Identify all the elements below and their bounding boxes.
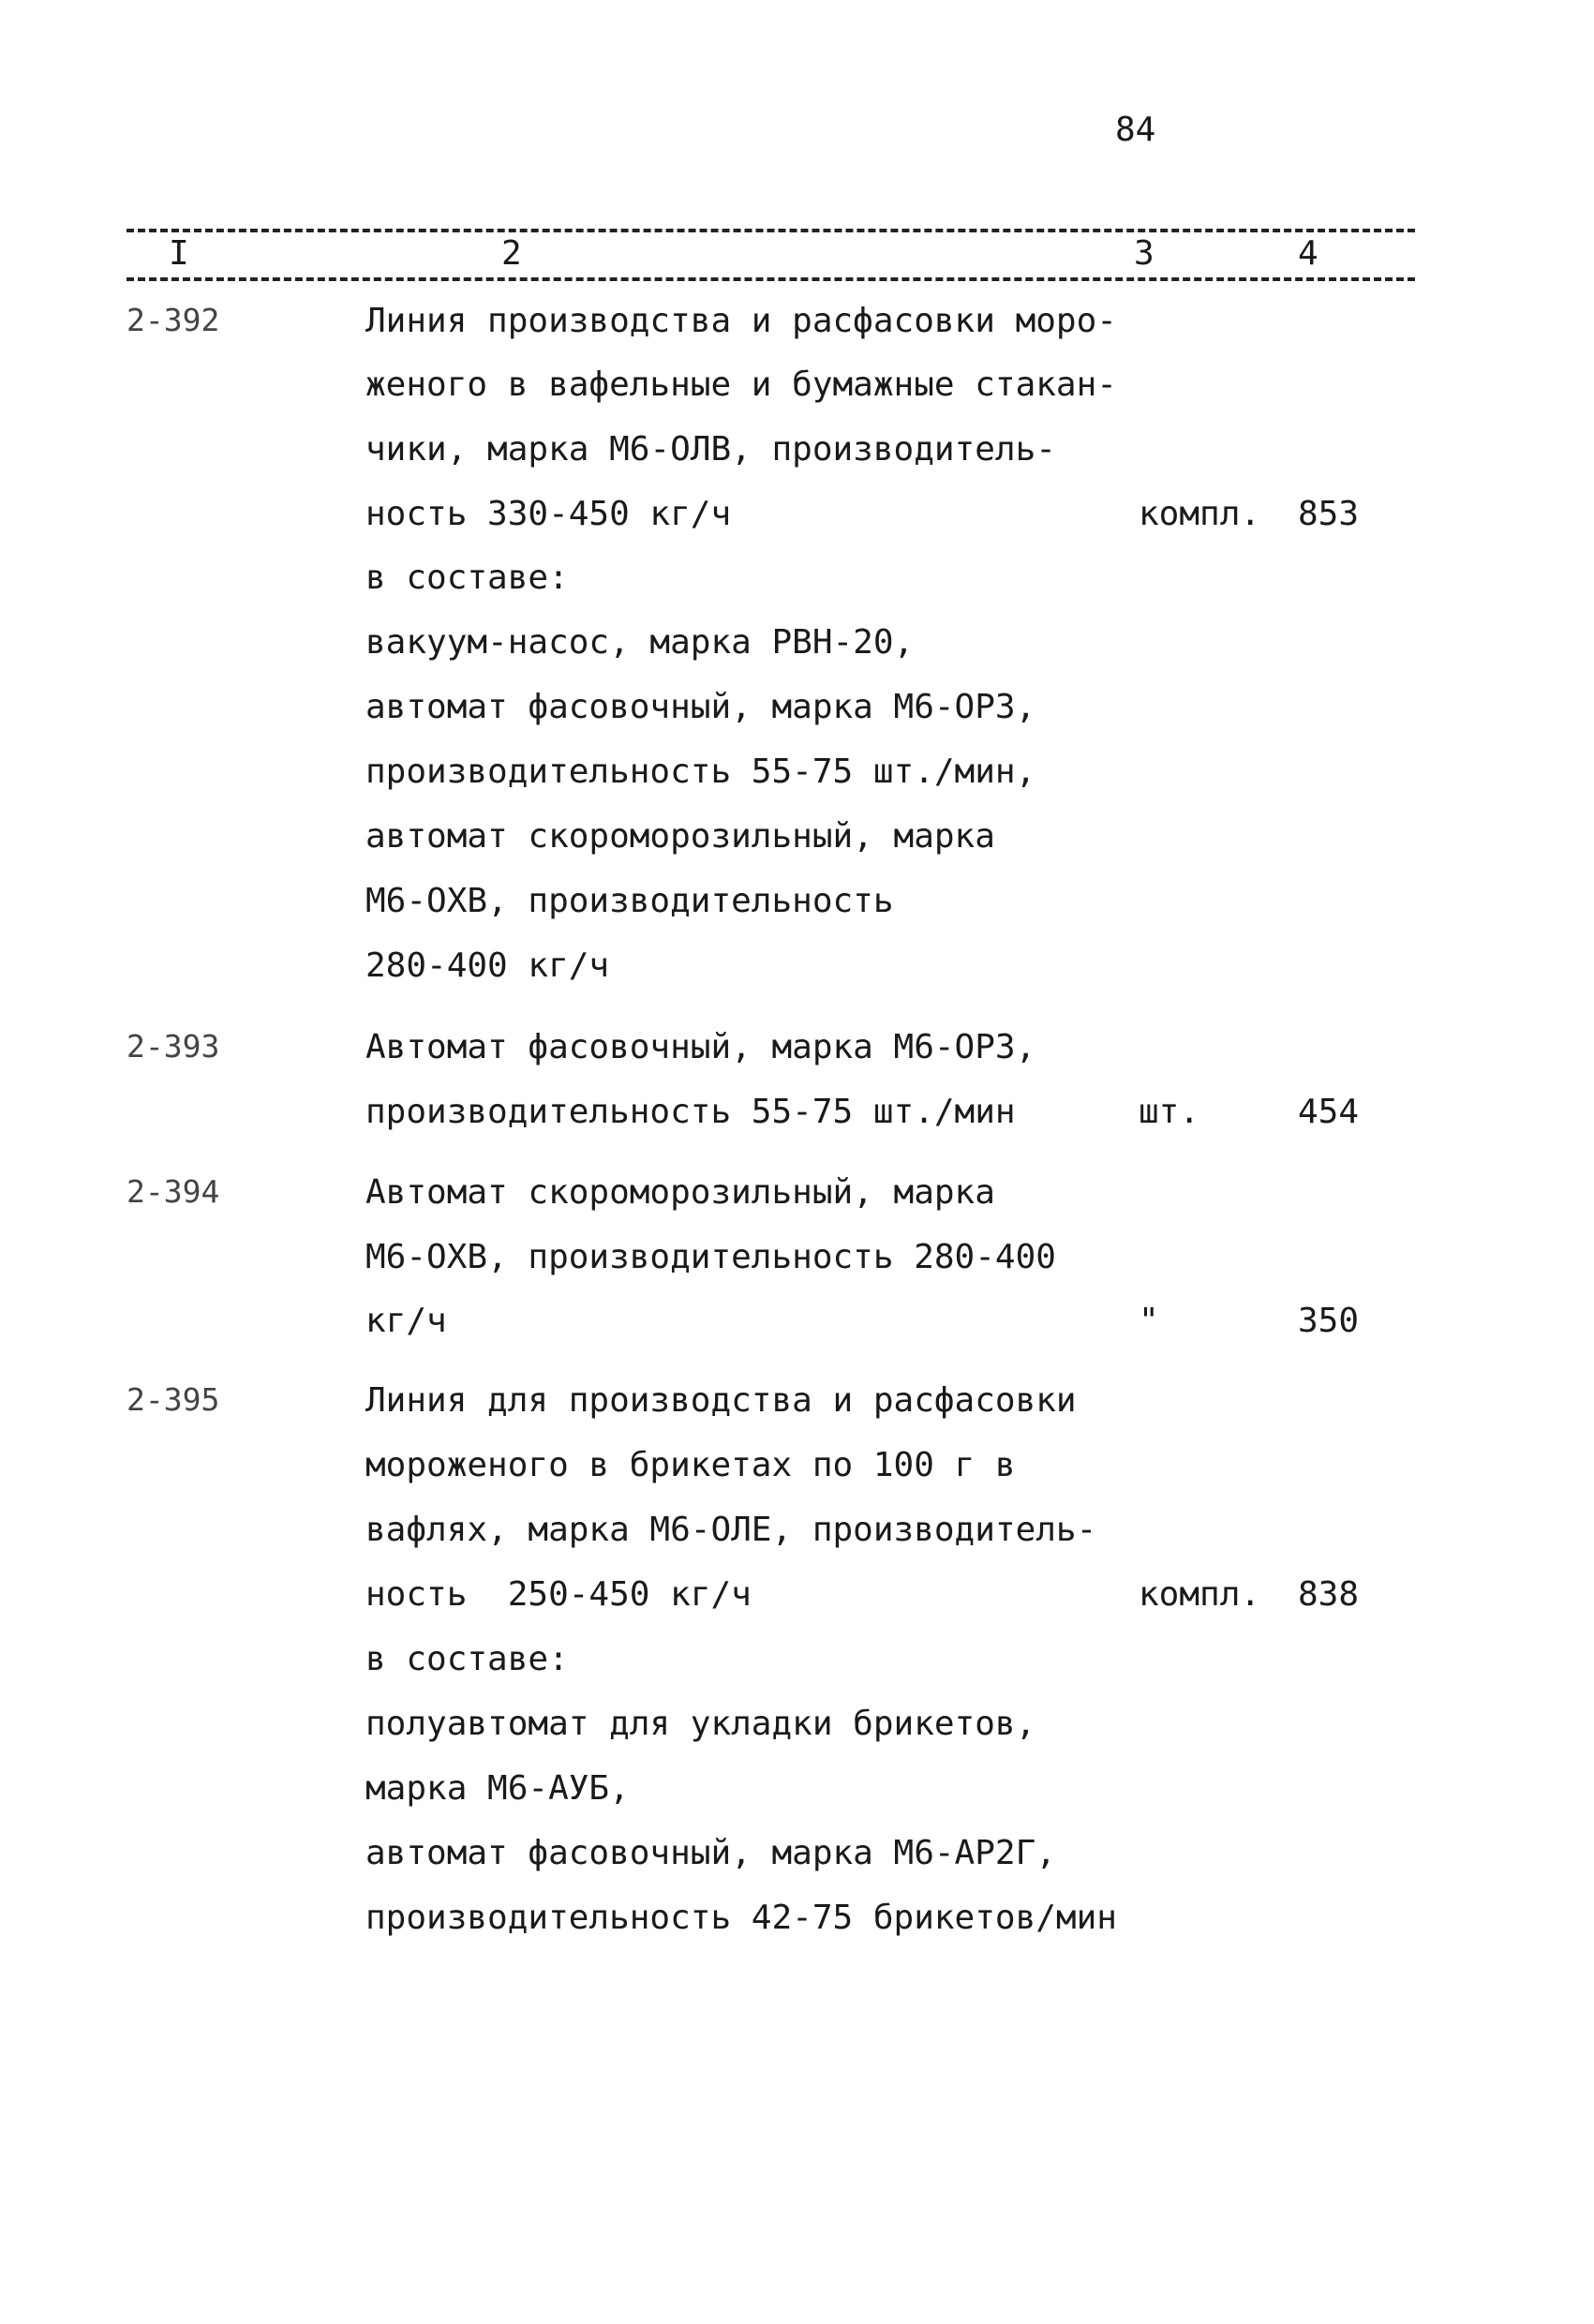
entry-line: производительность 55-75 шт./мин, (365, 752, 1036, 791)
entry-line: полуавтомат для укладки брикетов, (365, 1705, 1036, 1743)
table-header-column-4: 4 (1298, 234, 1318, 273)
entry-line: марка М6-АУБ, (365, 1769, 630, 1808)
entry-line: Автомат фасовочный, марка М6-ОРЗ, (365, 1028, 1036, 1066)
entry-line: женого в вафельные и бумажные стакан- (365, 365, 1117, 404)
entry-line: чики, марка М6-ОЛВ, производитель- (365, 430, 1056, 469)
entry-line: мороженого в брикетах по 100 г в (365, 1446, 1016, 1484)
entry-line: Линия производства и расфасовки моро- (365, 302, 1117, 340)
entry-line: 280-400 кг/ч (365, 946, 610, 985)
entry-code: 2-394 (127, 1173, 220, 1210)
entry-code: 2-393 (127, 1028, 220, 1065)
table-header-rule-bottom (127, 277, 1415, 281)
entry-price: 350 (1298, 1302, 1360, 1340)
page-number: 84 (1115, 111, 1156, 149)
entry-code: 2-392 (127, 302, 220, 338)
entry-line: производительность 55-75 шт./мин (365, 1093, 1016, 1131)
entry-line: вафлях, марка М6-ОЛЕ, производитель- (365, 1511, 1097, 1549)
entry-line: автомат фасовочный, марка М6-ОРЗ, (365, 688, 1036, 726)
table-header-column-1: I (169, 234, 189, 273)
entry-line: Линия для производства и расфасовки (365, 1381, 1077, 1420)
entry-line: в составе: (365, 1640, 569, 1678)
entry-price: 838 (1298, 1575, 1360, 1614)
entry-line: автомат скороморозильный, марка (365, 817, 995, 856)
entry-line: М6-ОХВ, производительность (365, 882, 894, 920)
entry-price: 853 (1298, 495, 1360, 533)
entry-line: кг/ч (365, 1302, 447, 1340)
entry-unit: компл. (1139, 495, 1261, 533)
entry-unit: " (1139, 1302, 1159, 1340)
entry-code: 2-395 (127, 1381, 220, 1418)
entry-line: производительность 42-75 брикетов/мин (365, 1899, 1117, 1937)
entry-line: автомат фасовочный, марка М6-АР2Г, (365, 1834, 1056, 1872)
entry-unit: компл. (1139, 1575, 1261, 1614)
entry-line: Автомат скороморозильный, марка (365, 1173, 995, 1212)
entry-line: вакуум-насос, марка РВН-20, (365, 623, 915, 662)
entry-line: М6-ОХВ, производительность 280-400 (365, 1238, 1056, 1276)
entry-unit: шт. (1139, 1093, 1200, 1131)
entry-line: в составе: (365, 559, 569, 597)
entry-line: ность 330-450 кг/ч (365, 495, 732, 533)
table-header-column-2: 2 (501, 234, 522, 273)
table-header-rule-top (127, 229, 1415, 232)
table-header-column-3: 3 (1134, 234, 1155, 273)
entry-line: ность 250-450 кг/ч (365, 1575, 752, 1614)
entry-price: 454 (1298, 1093, 1360, 1131)
